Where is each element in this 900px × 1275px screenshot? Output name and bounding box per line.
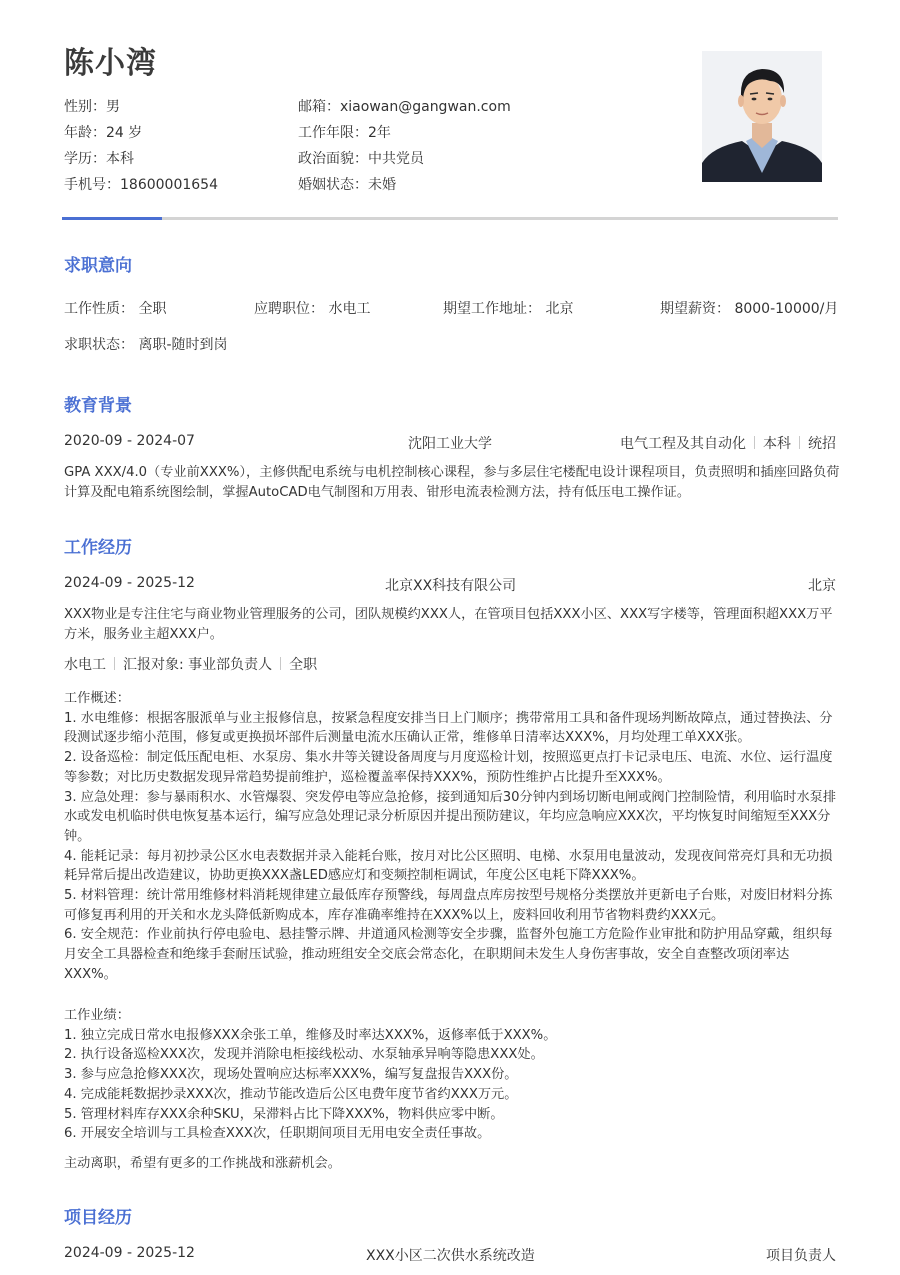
section-title-education: 教育背景 <box>64 396 132 416</box>
education-period: 2020-09 - 2024-07 <box>64 433 195 449</box>
intent-salary: 期望薪资： 8000-10000/月 <box>660 301 839 317</box>
work-city: 北京 <box>808 578 836 594</box>
education-description: GPA XXX/4.0（专业前XXX%），主修供配电系统与电机控制核心课程，参与多层住宅楼配电设计课程项目，负责照明和插座回路负荷计算及配电箱系统图绘制，掌握AutoCAD电气制图和万用表、钳形电流表检测方法，持有低压电工操作证。 <box>64 465 840 500</box>
intent-job-type: 工作性质： 全职 <box>64 301 167 317</box>
intent-status: 求职状态： 离职-随时到岗 <box>64 337 228 353</box>
work-overview-title: 工作概述： <box>64 691 130 706</box>
divider <box>114 657 115 670</box>
work-achievement-item: 1. 独立完成日常水电报修XXX余张工单，维修及时率达XXX%，返修率低于XXX%。 <box>64 1027 557 1043</box>
info-marital-status: 婚姻状态：未婚 <box>298 177 396 193</box>
section-title-project: 项目经历 <box>64 1208 132 1228</box>
info-education: 学历：本科 <box>64 151 134 167</box>
section-title-intent: 求职意向 <box>64 256 132 276</box>
info-political-status: 政治面貌：中共党员 <box>298 151 424 167</box>
work-achievement-item: 6. 开展安全培训与工具检查XXX次，任职期间项目无用电安全责任事故。 <box>64 1126 491 1142</box>
project-role: 项目负责人 <box>766 1248 836 1264</box>
work-overview <box>64 689 840 985</box>
work-overview-item: 4. 能耗记录：每月初抄录公区水电表数据并录入能耗台账，按月对比公区照明、电梯、水泵用电量波动，发现夜间常亮灯具和无功损耗异常后提出改造建议，协助更换XXX盏LED感应灯和变频控制柜调试，年度公区电耗下降XXX%。 <box>64 848 833 884</box>
info-work-years: 工作年限：2年 <box>298 125 391 141</box>
avatar <box>702 51 822 182</box>
work-role: 水电工 <box>64 657 106 673</box>
work-overview-item: 5. 材料管理：统计常用维修材料消耗规律建立最低库存预警线，每周盘点库房按型号规格分类摆放并更新电子台账，对废旧材料分拣可修复再利用的开关和水龙头降低新购成本，库存准确率维持在XXX%以上，废料回收利用节省物料费约XXX元。 <box>64 888 833 923</box>
work-overview-item: 6. 安全规范：作业前执行停电验电、悬挂警示牌、井道通风检测等安全步骤，监督外包施工方危险作业审批和防护用品穿戴，组织每月安全工具器检查和绝缘手套耐压试验，推动班组安全交底会常态化，在职期间未发生人身伤害事故，安全自查整改项闭率达XXX%。 <box>64 927 833 982</box>
education-major: 电气工程及其自动化 <box>620 436 746 452</box>
header-divider <box>62 217 838 220</box>
project-name: XXX小区二次供水系统改造 <box>366 1248 535 1264</box>
divider <box>754 436 755 449</box>
work-company-description: XXX物业是专注住宅与商业物业管理服务的公司，团队规模约XXX人，在管项目包括XXX小区、XXX写字楼等，管理面积超XXX万平方米，服务业主超XXX户。 <box>64 607 833 642</box>
work-achievement-item: 5. 管理材料库存XXX余种SKU，呆滞料占比下降XXX%，物料供应零中断。 <box>64 1106 504 1122</box>
info-gender: 性别：男 <box>64 99 120 115</box>
work-report-to: 汇报对象: 事业部负责人 <box>123 657 273 673</box>
work-overview-item: 3. 应急处理：参与暴雨积水、水管爆裂、突发停电等应急抢修，接到通知后30分钟内到场切断电闸或阀门控制险情，利用临时水泵排水或发电机临时供电恢复基本运行，编写应急处理记录分析原因并提出预防建议，年均应急响应XXX次，平均恢复时间缩短至XXX分钟。 <box>64 789 837 844</box>
work-leave-reason: 主动离职，希望有更多的工作挑战和涨薪机会。 <box>64 1156 341 1171</box>
work-achievements <box>64 1006 840 1144</box>
work-overview-item: 2. 设备巡检：制定低压配电柜、水泵房、集水井等关键设备周度与月度巡检计划，按照巡更点打卡记录电压、电流、水位、运行温度等参数；对比历史数据发现异常趋势提前维护，巡检覆盖率保持XXX%，预防性维护占比提升至XXX%。 <box>64 750 833 785</box>
work-job-type: 全职 <box>289 657 318 673</box>
divider <box>280 657 281 670</box>
work-achievements-title: 工作业绩： <box>64 1008 130 1023</box>
work-overview-item: 1. 水电维修：根据客服派单与业主报修信息，按紧急程度安排当日上门顺序；携带常用工具和备件现场判断故障点，通过替换法、分段测试逐步缩小范围，修复或更换损坏部件后测量电流水压确认正常，维修单日清率达XXX%，月均处理工单XXX张。 <box>64 710 833 746</box>
work-period: 2024-09 - 2025-12 <box>64 575 195 591</box>
work-company: 北京XX科技有限公司 <box>385 578 517 594</box>
work-achievement-item: 4. 完成能耗数据抄录XXX次，推动节能改造后公区电费年度节省约XXX万元。 <box>64 1086 518 1102</box>
section-title-work: 工作经历 <box>64 538 132 558</box>
info-email: 邮箱：xiaowan@gangwan.com <box>298 99 511 115</box>
intent-position: 应聘职位： 水电工 <box>254 301 371 317</box>
work-achievement-item: 3. 参与应急抢修XXX次，现场处置响应达标率XXX%，编写复盘报告XXX份。 <box>64 1067 518 1083</box>
education-degree: 本科 <box>763 436 791 452</box>
divider <box>799 436 800 449</box>
work-achievement-item: 2. 执行设备巡检XXX次，发现并消除电柜接线松动、水泵轴承异响等隐患XXX处。 <box>64 1047 544 1063</box>
header-divider-accent <box>62 217 162 220</box>
info-age: 年龄：24 岁 <box>64 125 143 141</box>
intent-location: 期望工作地址： 北京 <box>443 301 574 317</box>
education-mode: 统招 <box>808 436 836 452</box>
work-role-line <box>64 654 317 674</box>
info-phone: 手机号：18600001654 <box>64 177 218 193</box>
education-details <box>620 433 836 453</box>
candidate-name: 陈小湾 <box>64 46 157 81</box>
education-school: 沈阳工业大学 <box>408 436 492 452</box>
project-period: 2024-09 - 2025-12 <box>64 1245 195 1261</box>
